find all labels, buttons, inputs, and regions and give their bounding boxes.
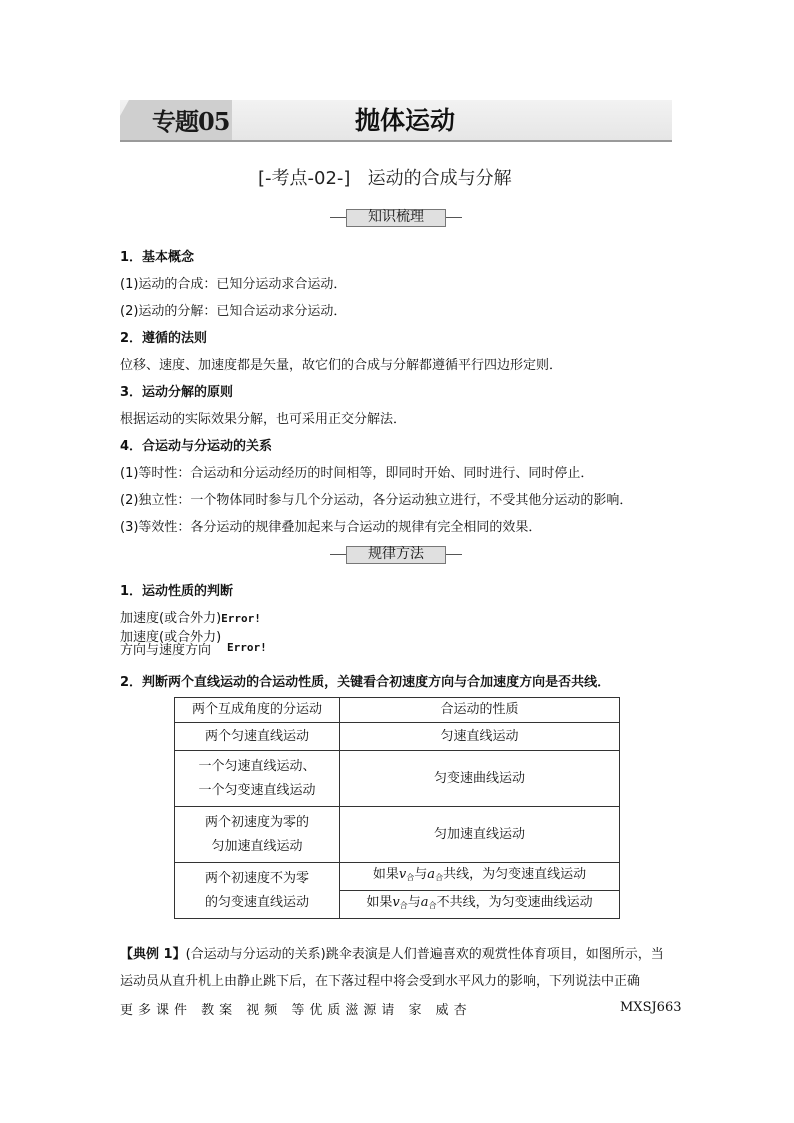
knowledge-line-1: (1)运动的合成：已知分运动求合运动． (120, 277, 347, 292)
cell-line: 匀加速直线运动 (211, 838, 303, 854)
cell-line: 两个初速度不为零 (204, 870, 309, 886)
example-line-2: 运动员从直升机上由静止跳下后，在下落过程中将会受到水平风力的影响，下列说法中正确 (120, 974, 641, 989)
rule-line-2 (120, 631, 221, 657)
cell-text: 不共线，为匀变速曲线运动 (436, 895, 593, 910)
kaodian-heading: [-考点-02-] 运动的合成与分解 (258, 168, 512, 189)
methods-heading-1: 1．运动性质的判断 (120, 584, 234, 599)
rule-1-error: Error! (221, 612, 261, 625)
cell-text: 与 (414, 867, 428, 882)
methods-h2-post: 的合运动性质，关键看合初速度方向与合加速度方向是否共线． (246, 675, 611, 690)
table-header-row (175, 698, 620, 723)
subscript: 合 (435, 873, 444, 882)
example-line-1 (120, 943, 674, 962)
header-banner (120, 100, 672, 142)
table-cell: 匀加速直线运动 (340, 807, 620, 863)
knowledge-line-2: (2)运动的分解：已知合运动求分运动． (120, 304, 347, 319)
cell-line: 的匀变速直线运动 (204, 894, 309, 910)
subscript: 合 (428, 901, 437, 910)
section-methods-label: 规律方法 (368, 546, 424, 562)
table-cell (175, 807, 340, 863)
table-cell (340, 891, 620, 919)
cell-line: 两个初速度为零的 (204, 814, 309, 830)
table-header-cell: 合运动的性质 (340, 698, 620, 723)
table-cell (340, 863, 620, 891)
cell-text: 与 (407, 895, 421, 910)
table-row (175, 723, 620, 751)
section-knowledge-label: 知识梳理 (368, 209, 424, 225)
knowledge-line-7: (3)等效性：各分运动的规律叠加起来与合运动的规律有完全相同的效果． (120, 520, 542, 535)
motion-table (174, 697, 620, 919)
footer-promo: 更多课件 教案 视频 等优质滋源请 家 威杏 (120, 1003, 472, 1018)
table-row (175, 751, 620, 807)
footer-code: MXSJ663 (620, 1000, 682, 1015)
knowledge-heading-4: 4．合运动与分运动的关系 (120, 439, 273, 454)
subscript: 合 (399, 901, 408, 910)
knowledge-heading-2: 2．遵循的法则 (120, 331, 208, 346)
knowledge-line-3: 位移、速度、加速度都是矢量，故它们的合成与分解都遵循平行四边形定则． (120, 358, 563, 373)
table-cell: 匀变速曲线运动 (340, 751, 620, 807)
section-methods (330, 544, 462, 564)
cell-text: 如果 (366, 895, 393, 910)
table-cell: 匀速直线运动 (340, 723, 620, 751)
methods-h2-bold: 两个直线运动 (168, 675, 247, 690)
rule-2-text-a: 加速度(或合外力) (120, 630, 222, 645)
table-cell: 两个匀速直线运动 (175, 723, 340, 751)
methods-h2-pre: 2．判断 (120, 675, 169, 690)
rule-line-1 (120, 607, 261, 626)
table-cell (175, 751, 340, 807)
knowledge-heading-1: 1．基本概念 (120, 250, 195, 265)
table-header-cell: 两个互成角度的分运动 (175, 698, 340, 723)
acceleration-symbol: a (420, 895, 429, 910)
cell-text: 如果 (372, 867, 399, 882)
section-knowledge (330, 207, 462, 227)
chapter-title: 抛体运动 (355, 106, 456, 135)
acceleration-symbol: a (427, 867, 436, 882)
table-cell (175, 863, 340, 919)
knowledge-line-5: (1)等时性：合运动和分运动经历的时间相等，即同时开始、同时进行、同时停止． (120, 466, 594, 481)
cell-line: 一个匀变速直线运动 (198, 782, 316, 798)
knowledge-line-4: 根据运动的实际效果分解，也可采用正交分解法． (120, 412, 407, 427)
example-text-1: (合运动与分运动的关系)跳伞表演是人们普遍喜欢的观赏性体育项目，如图所示，当 (185, 947, 664, 962)
table-row (175, 807, 620, 863)
velocity-symbol: v (392, 895, 400, 910)
subscript: 合 (406, 873, 415, 882)
cell-line: 一个匀速直线运动、 (198, 758, 316, 774)
knowledge-heading-3: 3．运动分解的原则 (120, 385, 234, 400)
table-row (175, 863, 620, 891)
knowledge-line-6: (2)独立性：一个物体同时参与几个分运动，各分运动独立进行，不受其他分运动的影响． (120, 493, 633, 508)
example-label: 【典例 1】 (120, 947, 186, 962)
velocity-symbol: v (398, 867, 407, 882)
rule-1-text: 加速度(或合外力) (120, 611, 222, 626)
topic-label: 专题05 (152, 107, 230, 136)
methods-heading-2 (120, 671, 610, 690)
cell-text: 共线，为匀变速直线运动 (443, 867, 587, 882)
rule-2-text-b: 方向与速度方向 (120, 643, 212, 658)
rule-2-error: Error! (227, 641, 267, 654)
